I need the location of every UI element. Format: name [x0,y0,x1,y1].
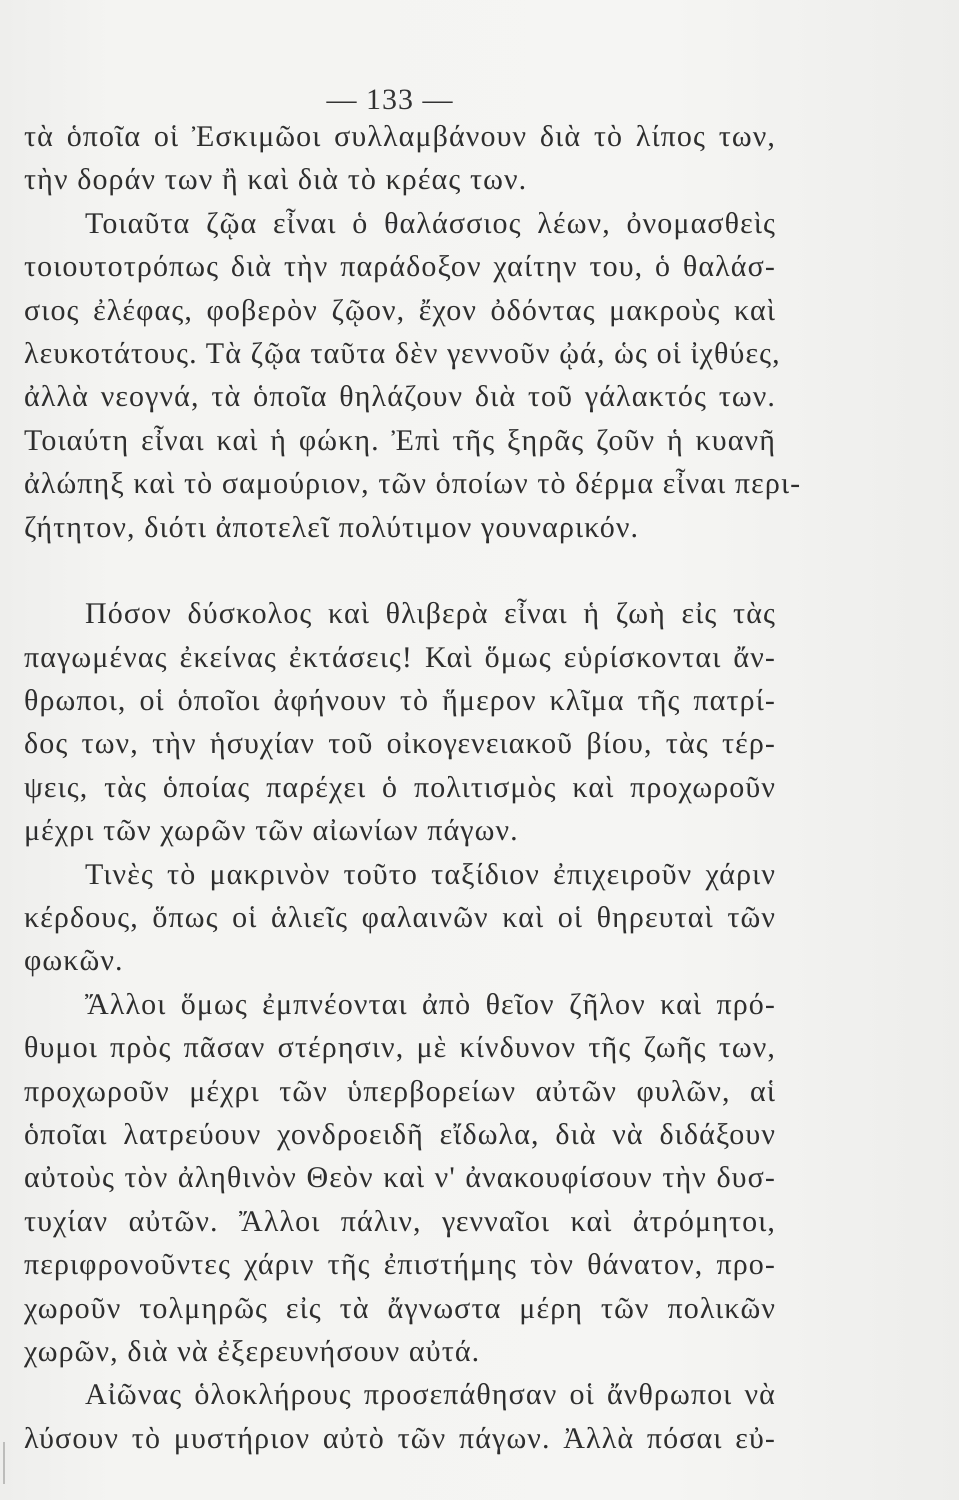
text-line: Τοιαύτη εἶναι καὶ ἡ φώκη. Ἐπὶ τῆς ξηρᾶς ζοῦν ἡ κυανῆ [24,423,776,457]
text-line: Τινὲς τὸ μακρινὸν τοῦτο ταξίδιον ἐπιχειροῦν χάριν [85,857,776,891]
text-line: δος των, τὴν ἡσυχίαν τοῦ οἰκογενειακοῦ βίου, τὰς τέρ- [24,727,776,761]
text-line: κέρδους, ὅπως οἱ ἁλιεῖς φαλαινῶν καὶ οἱ θηρευταὶ τῶν [24,901,776,935]
text-line: τὰ ὁποῖα οἱ Ἐσκιμῶοι συλλαμβάνουν διὰ τὸ λίπος των, [24,120,776,153]
text-line: παγωμένας ἐκείνας ἐκτάσεις! Καὶ ὅμως εὑρίσκονται ἄν- [24,640,776,674]
text-line: τυχίαν αὐτῶν. Ἄλλοι πάλιν, γενναῖοι καὶ ἀτρόμητοι, [24,1204,776,1238]
text-line: χωροῦν τολμηρῶς εἰς τὰ ἄγνωστα μέρη τῶν πολικῶν [24,1291,776,1325]
text-line: σιος ἐλέφας, φοβερὸν ζῷον, ἔχον ὀδόντας μακροὺς καὶ [24,293,776,327]
text-line: ἀλλὰ νεογνά, τὰ ὁποῖα θηλάζουν διὰ τοῦ γάλακτός των. [24,380,776,414]
text-line: Αἰῶνας ὁλοκλήρους προσεπάθησαν οἱ ἄνθρωποι νὰ [85,1378,776,1412]
text-line: προχωροῦν μέχρι τῶν ὑπερβορείων αὐτῶν φυλῶν, αἱ [24,1074,776,1108]
text-line: ζήτητον, διότι ἀποτελεῖ πολύτιμον γουναρικόν. [24,510,640,544]
text-line: λύσουν τὸ μυστήριον αὐτὸ τῶν πάγων. Ἀλλὰ πόσαι εὐ- [24,1421,776,1455]
text-line: περιφρονοῦντες χάριν τῆς ἐπιστήμης τὸν θάνατον, προ- [24,1248,776,1282]
text-line: ὁποῖαι λατρεύουν χονδροειδῆ εἴδωλα, διὰ νὰ διδάξουν [24,1117,776,1151]
text-line: ψεις, τὰς ὁποίας παρέχει ὁ πολιτισμὸς καὶ προχωροῦν [24,770,776,804]
page-number: — 133 — [326,83,454,116]
text-line: τοιουτοτρόπως διὰ τὴν παράδοξον χαίτην του, ὁ θαλάσ- [24,250,776,284]
text-line: Ἄλλοι ὅμως ἐμπνέονται ἀπὸ θεῖον ζῆλον καὶ πρό- [85,987,776,1021]
text-line: χωρῶν, διὰ νὰ ἐξερευνήσουν αὐτά. [24,1334,481,1368]
body-text [24,115,802,1460]
text-line: Πόσον δύσκολος καὶ θλιβερὰ εἶναι ἡ ζωὴ εἰς τὰς [85,597,776,631]
text-line: λευκοτάτους. Τὰ ζῷα ταῦτα δὲν γεννοῦν ᾠά, ὡς οἱ ἰχθύες, [24,336,781,370]
text-line: αὐτοὺς τὸν ἀληθινὸν Θεὸν καὶ ν' ἀνακουφίσουν τὴν δυσ- [24,1161,776,1195]
paragraph-break [24,549,776,592]
text-line: θρωποι, οἱ ὁποῖοι ἀφήνουν τὸ ἥμερον κλῖμα τῆς πατρί- [24,684,776,718]
scan-edge-mark [3,1442,5,1484]
text-line: Τοιαῦτα ζῷα εἶναι ὁ θαλάσσιος λέων, ὀνομασθεὶς [85,206,776,240]
text-line: φωκῶν. [24,944,124,978]
text-line: ἀλώπηξ καὶ τὸ σαμούριον, τῶν ὁποίων τὸ δέρμα εἶναι περι- [24,467,802,501]
text-line: τὴν δοράν των ἢ καὶ διὰ τὸ κρέας των. [24,163,528,197]
text-line: μέχρι τῶν χωρῶν τῶν αἰωνίων πάγων. [24,814,519,848]
text-line: θυμοι πρὸς πᾶσαν στέρησιν, μὲ κίνδυνον τῆς ζωῆς των, [24,1031,776,1065]
